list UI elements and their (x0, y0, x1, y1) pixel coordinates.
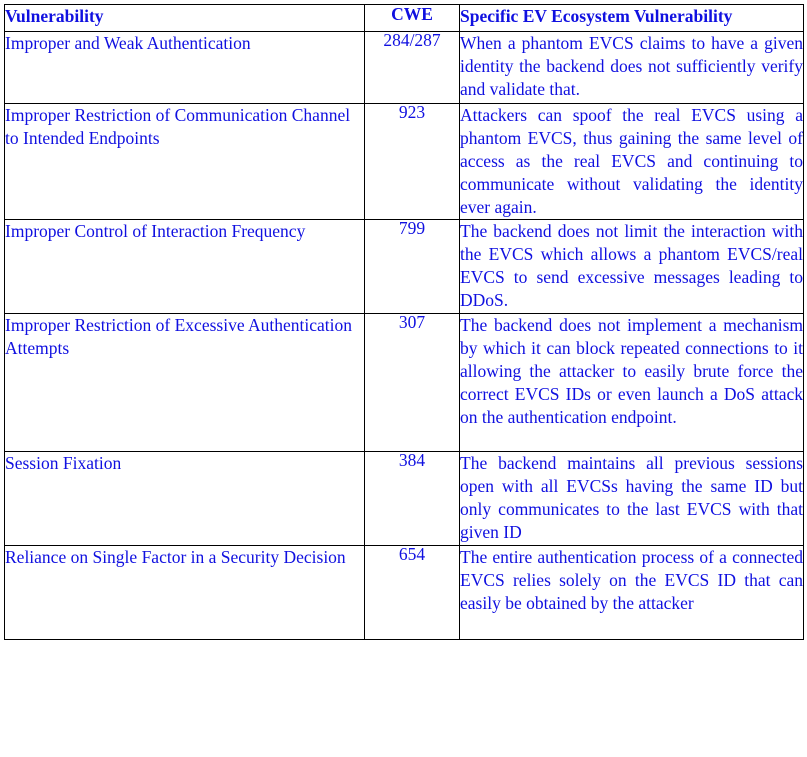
vulnerability-cell: Reliance on Single Factor in a Security Decision (5, 546, 365, 640)
cwe-cell: 284/287 (365, 32, 460, 104)
cwe-cell: 307 (365, 314, 460, 452)
table-row (5, 314, 804, 452)
vulnerability-cell: Improper Control of Interaction Frequency (5, 220, 365, 314)
cwe-cell: 654 (365, 546, 460, 640)
specific-vulnerability-cell: The backend maintains all previous sessions open with all EVCSs having the same ID but only communicates to the last EVCS with that given ID (460, 452, 804, 546)
header-specific-vulnerability: Specific EV Ecosystem Vulnerability (460, 5, 804, 32)
table-row (5, 32, 804, 104)
cwe-cell: 923 (365, 104, 460, 220)
specific-vulnerability-cell: The backend does not implement a mechanism by which it can block repeated connections to it allowing the attacker to easily brute force the correct EVCS IDs or even launch a DoS attack on the authentication endpoint. (460, 314, 804, 452)
specific-vulnerability-cell: The entire authentication process of a connected EVCS relies solely on the EVCS ID that can easily be obtained by the attacker (460, 546, 804, 640)
specific-vulnerability-cell: Attackers can spoof the real EVCS using a phantom EVCS, thus gaining the same level of access as the real EVCS and continuing to communicate without validating the identity ever again. (460, 104, 804, 220)
cwe-cell: 384 (365, 452, 460, 546)
vulnerability-cell: Improper Restriction of Excessive Authentication Attempts (5, 314, 365, 452)
table-row (5, 546, 804, 640)
table-header-row (5, 5, 804, 32)
vulnerability-table (4, 4, 804, 640)
specific-vulnerability-cell: When a phantom EVCS claims to have a given identity the backend does not sufficiently verify and validate that. (460, 32, 804, 104)
vulnerability-cell: Session Fixation (5, 452, 365, 546)
specific-vulnerability-cell: The backend does not limit the interaction with the EVCS which allows a phantom EVCS/real EVCS to send excessive messages leading to DDoS. (460, 220, 804, 314)
cwe-cell: 799 (365, 220, 460, 314)
table-row (5, 452, 804, 546)
table-row (5, 104, 804, 220)
vulnerability-cell: Improper Restriction of Communication Channel to Intended Endpoints (5, 104, 365, 220)
header-cwe: CWE (365, 5, 460, 32)
table-row (5, 220, 804, 314)
header-vulnerability: Vulnerability (5, 5, 365, 32)
vulnerability-cell: Improper and Weak Authentication (5, 32, 365, 104)
